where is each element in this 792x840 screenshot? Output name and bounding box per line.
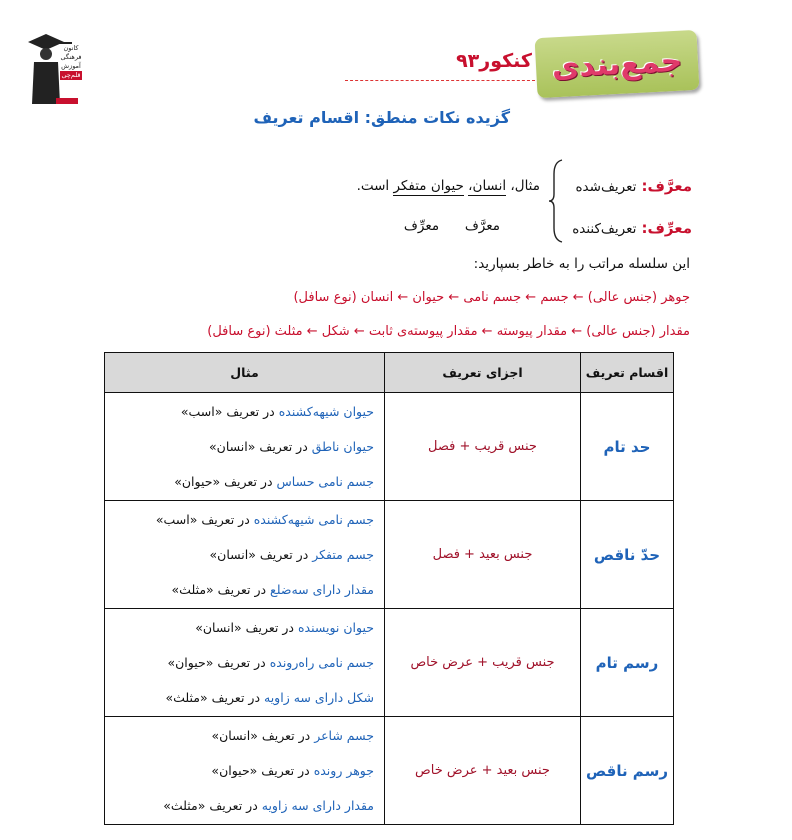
definition-examples xyxy=(105,501,385,609)
dashed-divider xyxy=(345,80,535,81)
defined-term: معرَّف: xyxy=(641,177,692,195)
header-example: مثال xyxy=(105,353,385,393)
definition-kind: حد تام xyxy=(581,393,674,501)
definition-parts: جنس قریب + فصل xyxy=(385,393,581,501)
logo-text: کانون فرهنگی آموزش قلم‌چی xyxy=(60,44,82,79)
example-line: مقدار دارای سه زاویه در تعریف «مثلث» xyxy=(163,798,374,813)
brace-icon xyxy=(548,158,564,244)
example-line: جسم نامی شیهه‌کشنده در تعریف «اسب» xyxy=(155,512,374,527)
definition-kind: حدّ ناقص xyxy=(581,501,674,609)
exam-label: کنکور۹۳ xyxy=(456,50,532,72)
definition-parts: جنس قریب + عرض خاص xyxy=(385,609,581,717)
hierarchy-intro: این سلسله مراتب را به خاطر بسپارید: xyxy=(473,256,690,272)
defined-desc: تعریف‌شده xyxy=(575,179,637,195)
summary-badge: جمع‌بندی xyxy=(535,30,700,98)
example-line: حیوان ناطق در تعریف «انسان» xyxy=(209,439,374,454)
table-row xyxy=(105,501,674,609)
example-line: حیوان نویسنده در تعریف «انسان» xyxy=(195,620,374,635)
definition-examples xyxy=(105,717,385,825)
definition-examples xyxy=(105,393,385,501)
hierarchy-chain-substance: جوهر (جنس عالی) ← جسم ← جسم نامی ← حیوان ← انسان (نوع سافل) xyxy=(293,290,690,305)
example-tags: معرَّف معرِّف xyxy=(403,218,500,234)
definition-kind: رسم ناقص xyxy=(581,717,674,825)
example-line: جسم متفکر در تعریف «انسان» xyxy=(209,547,374,562)
example-line: جوهر رونده در تعریف «حیوان» xyxy=(211,763,374,778)
table-header-row xyxy=(105,353,674,393)
example-line: جسم نامی راه‌رونده در تعریف «حیوان» xyxy=(167,655,374,670)
header-parts: اجزای تعریف xyxy=(385,353,581,393)
definer-row xyxy=(560,218,692,237)
definition-parts: جنس بعید + فصل xyxy=(385,501,581,609)
example-line: جسم شاعر در تعریف «انسان» xyxy=(211,728,374,743)
definition-example: مثال، انسان، حیوان متفکر است. xyxy=(356,178,540,194)
header-kind: اقسام تعریف xyxy=(581,353,674,393)
definition-kind: رسم تام xyxy=(581,609,674,717)
example-line: حیوان شیهه‌کشنده در تعریف «اسب» xyxy=(180,404,374,419)
example-line: شکل دارای سه زاویه در تعریف «مثلث» xyxy=(165,690,374,705)
example-line: مقدار دارای سه‌ضلع در تعریف «مثلث» xyxy=(171,582,374,597)
definition-examples xyxy=(105,609,385,717)
definition-types-table xyxy=(104,352,674,825)
table-row xyxy=(105,609,674,717)
table-row xyxy=(105,393,674,501)
table-row xyxy=(105,717,674,825)
definer-desc: تعریف‌کننده xyxy=(572,221,637,237)
definition-parts: جنس بعید + عرض خاص xyxy=(385,717,581,825)
example-line: جسم نامی حساس در تعریف «حیوان» xyxy=(174,474,374,489)
defined-row xyxy=(560,176,692,195)
page-title: گزیده نکات منطق: اقسام تعریف xyxy=(253,108,510,127)
hierarchy-chain-quantity: مقدار (جنس عالی) ← مقدار پیوسته ← مقدار پیوسته‌ی ثابت ← شکل ← مثلث (نوع سافل) xyxy=(207,324,690,339)
definer-term: معرِّف: xyxy=(641,219,692,237)
